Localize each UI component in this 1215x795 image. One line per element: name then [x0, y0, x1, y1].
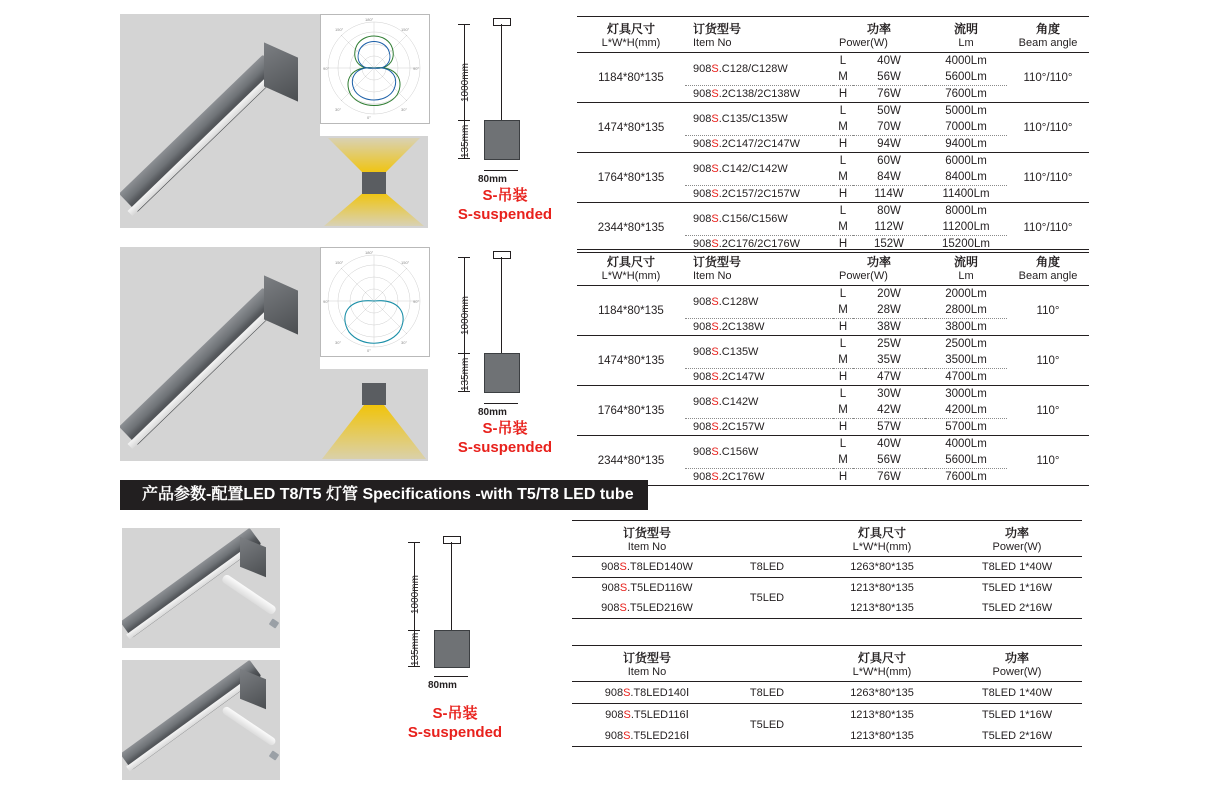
cell-tag: L: [839, 205, 847, 217]
dimension-drawing-2: [440, 247, 570, 447]
cell-tag: M: [838, 121, 848, 133]
table2-header-cn-row: [577, 250, 1089, 271]
th2-item-cn: 订货型号: [693, 255, 742, 269]
cell-beam-angle: 110°/110°: [1023, 171, 1073, 184]
th4-size-en: L*W*H(mm): [852, 666, 912, 678]
cell-tag: L: [839, 438, 847, 450]
suspend-label-cn-2: S-吊装: [482, 420, 528, 437]
beam-cone-svg: [320, 136, 428, 228]
photometric-diagram-1: [320, 14, 430, 124]
cell-item-no: 908S.T5LED116W: [601, 582, 693, 594]
cell-beam-angle: 110°/110°: [1023, 71, 1073, 84]
ceiling-bracket-3: [443, 536, 461, 544]
cell-item-no: 908S.2C176W: [693, 471, 765, 483]
cell-item-no: 908S.2C157/2C157W: [693, 188, 801, 200]
th4-blank-en: [722, 666, 812, 682]
table-row: [577, 436, 1089, 453]
th3-item-en: Item No: [627, 541, 667, 553]
table-row: [572, 725, 1082, 747]
cell-tag: H: [838, 471, 848, 483]
cell-power: 56W: [877, 454, 901, 466]
cell-lumen: 2500Lm: [945, 338, 987, 350]
table-row: [577, 336, 1089, 353]
cell-size: 1184*80*135: [598, 304, 664, 317]
cell-tag: H: [838, 421, 848, 433]
th2-size-cn: 灯具尺寸: [606, 255, 655, 269]
svg-text:180°: 180°: [365, 17, 374, 22]
suspension-wire-3: [451, 542, 452, 630]
table4-head: [572, 646, 1082, 682]
table1-header-cn-row: [577, 17, 1089, 38]
cell-tag: L: [839, 288, 847, 300]
cell-item-no: 908S.C142/C142W: [693, 163, 788, 175]
suspend-label-en-2: S-suspended: [457, 439, 553, 456]
cell-tag: L: [839, 388, 847, 400]
th2-size-en: L*W*H(mm): [601, 270, 661, 282]
table-row: [577, 203, 1089, 220]
cell-tag: L: [839, 55, 847, 67]
luminaire-section-2: [484, 353, 520, 393]
product-photo-t5: [122, 660, 280, 780]
cell-lumen: 2000Lm: [945, 288, 987, 300]
svg-text:150°: 150°: [401, 27, 410, 32]
cell-tag: M: [838, 221, 848, 233]
cell-size: 1474*80*135: [597, 121, 665, 134]
cell-tag: L: [839, 338, 847, 350]
section-banner: 产品参数-配置LED T8/T5 灯管 Specifications -with T5/T8 LED tube: [128, 480, 648, 510]
dimension-drawing-3: [390, 532, 520, 712]
cell-power: 50W: [877, 105, 901, 117]
cell-tag: M: [838, 304, 848, 316]
th2-lm-en: Lm: [958, 270, 974, 282]
cell-lumen: 9400Lm: [945, 138, 987, 150]
cell-power: 84W: [877, 171, 901, 183]
dim-tick-top-3: [408, 542, 420, 543]
table2-body: [577, 286, 1089, 486]
svg-text:30°: 30°: [401, 340, 408, 345]
cell-beam-angle: 110°/110°: [1023, 221, 1073, 234]
cell-lumen: 8000Lm: [945, 205, 987, 217]
cell-item-no: 908S.T5LED216Ⅰ: [604, 730, 690, 742]
beam-illustration-down: [320, 369, 428, 461]
svg-text:150°: 150°: [401, 260, 410, 265]
cell-power: 35W: [877, 354, 901, 366]
label-135mm-2: 135mm: [460, 357, 471, 391]
cell-item-no: 908S.T8LED140Ⅰ: [604, 687, 690, 699]
label-135mm: 135mm: [460, 124, 471, 158]
cell-tag: H: [838, 138, 848, 150]
cell-size: 2344*80*135: [597, 221, 665, 234]
svg-text:0°: 0°: [367, 348, 371, 353]
product-photo-down: [120, 247, 320, 461]
table4-header-en-row: [572, 666, 1082, 682]
cell-power: 57W: [877, 421, 901, 433]
table-row: [572, 557, 1082, 578]
svg-text:150°: 150°: [335, 27, 344, 32]
th2-beam-en: Beam angle: [1018, 270, 1078, 282]
svg-text:0°: 0°: [367, 115, 371, 120]
luminaire-illustration-3: [122, 528, 280, 648]
cell-tag: H: [838, 88, 848, 100]
cell-tag: L: [839, 155, 847, 167]
th-beam-cn: 角度: [1035, 22, 1060, 36]
cell-lumen: 3500Lm: [945, 354, 987, 366]
ceiling-bracket: [493, 18, 511, 26]
cell-item-no: 908S.C135/C135W: [693, 113, 788, 125]
beam-illustration-up-down: [320, 136, 428, 228]
banner-left-rule: [120, 480, 128, 510]
cell-item-no: 908S.C128/C128W: [693, 63, 788, 75]
luminaire-body: [120, 55, 281, 213]
dim-tick-top: [458, 24, 470, 25]
th4-size-cn: 灯具尺寸: [857, 651, 906, 665]
luminaire-end-cap-4: [240, 669, 266, 710]
cell-tube-type: T8LED: [749, 686, 785, 699]
dimension-drawing-1: [440, 14, 570, 214]
cell-beam-angle: 110°: [1036, 454, 1060, 467]
luminaire-illustration-2: [120, 247, 320, 461]
dim-line-width-80-2: [484, 403, 518, 404]
label-80mm-3: 80mm: [428, 680, 457, 691]
cell-size: 1764*80*135: [597, 171, 665, 184]
suspension-wire: [501, 24, 502, 120]
cell-lumen: 4700Lm: [945, 371, 987, 383]
svg-text:150°: 150°: [335, 260, 344, 265]
cell-lumen: 7600Lm: [945, 88, 987, 100]
th2-power-cn: 功率: [866, 255, 891, 269]
cell-tag: H: [838, 238, 848, 250]
table3-head: [572, 521, 1082, 557]
label-1000mm: 1000mm: [460, 63, 471, 102]
table3-body: [572, 557, 1082, 619]
luminaire-section: [484, 120, 520, 160]
cell-tag: M: [838, 71, 848, 83]
polar-curve-up-down: [321, 15, 427, 121]
table3-header-en-row: [572, 541, 1082, 557]
photometric-diagram-2: [320, 247, 430, 357]
table-row: [577, 103, 1089, 120]
cell-size: 1213*80*135: [850, 582, 914, 594]
th3-power-en: Power(W): [992, 541, 1042, 553]
svg-text:90°: 90°: [413, 66, 420, 71]
cell-tag: L: [839, 105, 847, 117]
table-row: [572, 578, 1082, 599]
th-lm-en: Lm: [958, 37, 974, 49]
cell-item-no: 908S.T8LED140W: [601, 561, 693, 573]
cell-tag: H: [838, 321, 848, 333]
suspension-wire-2: [501, 257, 502, 353]
cell-lumen: 7600Lm: [945, 471, 987, 483]
polar-curve-down: [321, 248, 427, 354]
suspend-label-cn-3: S-吊装: [432, 705, 478, 722]
th-size-en: L*W*H(mm): [601, 37, 661, 49]
cell-power: 47W: [877, 371, 901, 383]
cell-tag: H: [838, 371, 848, 383]
cell-item-no: 908S.2C157W: [693, 421, 765, 433]
cell-item-no: 908S.2C138/2C138W: [693, 88, 801, 100]
table-row: [577, 53, 1089, 70]
th-size-cn: 灯具尺寸: [606, 22, 655, 36]
luminaire-end-cap-2: [264, 275, 298, 334]
suspend-label-en-3: S-suspended: [407, 724, 503, 741]
th4-power-cn: 功率: [1004, 651, 1029, 665]
cell-power: 30W: [877, 388, 901, 400]
dim-line-width-80-3: [434, 676, 468, 677]
svg-text:30°: 30°: [401, 107, 408, 112]
table-row: [572, 704, 1082, 726]
table2-header-en-row: [577, 270, 1089, 286]
cell-lumen: 5700Lm: [945, 421, 987, 433]
cell-item-no: 908S.2C147/2C147W: [693, 138, 801, 150]
svg-text:30°: 30°: [335, 107, 342, 112]
dim-tick-bottom-3: [408, 666, 420, 667]
cell-item-no: 908S.C156/C156W: [693, 213, 788, 225]
cell-tag: M: [838, 404, 848, 416]
cell-item-no: 908S.2C176/2C176W: [693, 238, 801, 250]
svg-text:90°: 90°: [323, 299, 330, 304]
spec-table-t8t5-w: [572, 520, 1082, 619]
th-power-cn: 功率: [866, 22, 891, 36]
cell-lumen: 5600Lm: [945, 71, 987, 83]
cell-size: 1213*80*135: [850, 729, 914, 742]
cell-beam-angle: 110°/110°: [1023, 121, 1073, 134]
cell-lumen: 5000Lm: [945, 105, 987, 117]
luminaire-diffuser: [128, 75, 274, 216]
cell-power: T8LED 1*40W: [981, 686, 1053, 699]
th-power-en: Power(W): [839, 37, 888, 49]
cell-power: 40W: [877, 55, 901, 67]
cell-power: 80W: [877, 205, 901, 217]
th2-lm-cn: 流明: [953, 255, 978, 269]
table-row: [577, 286, 1089, 303]
cell-tube-type: T8LED: [749, 561, 785, 573]
svg-text:180°: 180°: [365, 250, 374, 255]
cell-lumen: 4000Lm: [945, 55, 987, 67]
ceiling-bracket-2: [493, 251, 511, 259]
table4-body: [572, 682, 1082, 747]
cell-power: 38W: [877, 321, 901, 333]
cell-item-no: 908S.C156W: [693, 446, 759, 458]
cell-power: 60W: [877, 155, 901, 167]
cell-lumen: 7000Lm: [945, 121, 987, 133]
label-1000mm-3: 1000mm: [410, 575, 421, 614]
cell-beam-angle: 110°: [1036, 304, 1060, 317]
cell-power: 152W: [873, 238, 905, 250]
th4-item-cn: 订货型号: [622, 651, 671, 665]
cell-power: T5LED 2*16W: [981, 602, 1053, 614]
table-row: [577, 386, 1089, 403]
cell-power: T8LED 1*40W: [981, 561, 1053, 573]
luminaire-section-3: [434, 630, 470, 668]
cell-size: 2344*80*135: [597, 454, 665, 467]
label-80mm: 80mm: [478, 174, 507, 185]
cell-power: 112W: [874, 221, 904, 233]
cell-power: 114W: [874, 188, 904, 200]
label-135mm-3: 135mm: [410, 632, 421, 666]
cell-power: T5LED 1*16W: [981, 582, 1053, 594]
spec-table-t8t5-i: [572, 645, 1082, 747]
cell-power: 25W: [877, 338, 901, 350]
cell-power: 20W: [877, 288, 901, 300]
table2-head: [577, 250, 1089, 286]
cell-lumen: 11200Lm: [942, 221, 990, 233]
cell-tag: M: [838, 454, 848, 466]
dim-tick-top-2: [458, 257, 470, 258]
cell-size: 1184*80*135: [598, 71, 664, 84]
cell-power: 70W: [877, 121, 901, 133]
th3-power-cn: 功率: [1004, 526, 1029, 540]
cell-item-no: 908S.C142W: [693, 396, 759, 408]
cell-power: 56W: [877, 71, 901, 83]
dim-tick-bottom-2: [458, 391, 470, 392]
svg-text:30°: 30°: [335, 340, 342, 345]
cell-tag: M: [838, 354, 848, 366]
luminaire-body-2: [120, 288, 281, 446]
cell-beam-angle: 110°: [1036, 354, 1060, 367]
cell-item-no: 908S.T5LED116Ⅰ: [605, 709, 689, 721]
cell-item-no: 908S.2C138W: [693, 321, 765, 333]
label-80mm-2: 80mm: [478, 407, 507, 418]
luminaire-end-cap: [264, 42, 298, 101]
cell-power: 94W: [877, 138, 901, 150]
suspend-label-cn: S-吊装: [482, 187, 528, 204]
th3-size-cn: 灯具尺寸: [857, 526, 906, 540]
table-row: [572, 682, 1082, 704]
luminaire-illustration-4: [122, 660, 280, 780]
table1-body: [577, 53, 1089, 253]
th3-blank-cn: [722, 521, 812, 542]
cell-size: 1474*80*135: [597, 354, 665, 367]
suspend-label-2: [440, 419, 570, 457]
cell-lumen: 5600Lm: [945, 454, 987, 466]
table3-header-cn-row: [572, 521, 1082, 542]
cell-lumen: 15200Lm: [942, 238, 990, 250]
product-photo-t8: [122, 528, 280, 648]
cell-power: T5LED 2*16W: [981, 729, 1053, 742]
table1-header-en-row: [577, 37, 1089, 53]
cell-tag: H: [838, 188, 848, 200]
spec-table-updown: [577, 16, 1089, 253]
cell-item-no: 908S.2C147W: [693, 371, 765, 383]
cell-power: 28W: [877, 304, 901, 316]
table-row: [577, 153, 1089, 170]
spec-table-down: [577, 249, 1089, 486]
cell-item-no: 908S.C135W: [693, 346, 759, 358]
th3-size-en: L*W*H(mm): [852, 541, 912, 553]
th2-item-en: Item No: [693, 270, 732, 282]
th4-power-en: Power(W): [992, 666, 1042, 678]
th2-beam-cn: 角度: [1035, 255, 1060, 269]
cell-tag: M: [838, 171, 848, 183]
cell-lumen: 4200Lm: [945, 404, 987, 416]
luminaire-diffuser-2: [128, 308, 274, 449]
cell-tube-type: T5LED: [749, 592, 785, 604]
product-photo-up-down: [120, 14, 320, 228]
cell-tube-type: T5LED: [749, 719, 785, 731]
cell-power: 40W: [877, 438, 901, 450]
dim-line-width-80: [484, 170, 518, 171]
cell-power: 76W: [877, 88, 901, 100]
table-row: [572, 598, 1082, 619]
cell-size: 1263*80*135: [850, 561, 914, 573]
table4-header-cn-row: [572, 646, 1082, 667]
th-item-cn: 订货型号: [693, 22, 742, 36]
svg-text:90°: 90°: [413, 299, 420, 304]
table1-head: [577, 17, 1089, 53]
th3-blank-en: [722, 541, 812, 557]
th-beam-en: Beam angle: [1018, 37, 1078, 49]
luminaire-end-cap-3: [240, 537, 266, 578]
cell-lumen: 8400Lm: [945, 171, 987, 183]
cell-lumen: 2800Lm: [945, 304, 987, 316]
cell-lumen: 6000Lm: [945, 155, 987, 167]
cell-lumen: 3800Lm: [945, 321, 987, 333]
cell-size: 1764*80*135: [597, 404, 665, 417]
cell-item-no: 908S.C128W: [693, 296, 759, 308]
cell-lumen: 3000Lm: [945, 388, 987, 400]
cell-lumen: 11400Lm: [942, 188, 990, 200]
svg-text:90°: 90°: [323, 66, 330, 71]
th-lm-cn: 流明: [953, 22, 978, 36]
cell-item-no: 908S.T5LED216W: [601, 602, 693, 614]
suspend-label-3: [390, 704, 520, 742]
th3-item-cn: 订货型号: [622, 526, 671, 540]
cell-power: 42W: [877, 404, 901, 416]
cell-power: T5LED 1*16W: [981, 708, 1053, 721]
dim-tick-bottom: [458, 158, 470, 159]
beam-cone-svg-2: [320, 369, 428, 461]
th2-power-en: Power(W): [839, 270, 888, 282]
label-1000mm-2: 1000mm: [460, 296, 471, 335]
suspend-label-en: S-suspended: [457, 206, 553, 223]
luminaire-illustration: [120, 14, 320, 228]
cell-size: 1213*80*135: [850, 708, 914, 721]
th4-blank-cn: [722, 646, 812, 667]
cell-power: 76W: [877, 471, 901, 483]
suspend-label-1: [440, 186, 570, 224]
th4-item-en: Item No: [627, 666, 667, 678]
cell-beam-angle: 110°: [1036, 404, 1060, 417]
cell-lumen: 4000Lm: [945, 438, 987, 450]
cell-size: 1263*80*135: [850, 686, 914, 699]
cell-size: 1213*80*135: [850, 602, 914, 614]
luminaire-diffuser-4: [126, 675, 256, 772]
th-item-en: Item No: [693, 37, 732, 49]
